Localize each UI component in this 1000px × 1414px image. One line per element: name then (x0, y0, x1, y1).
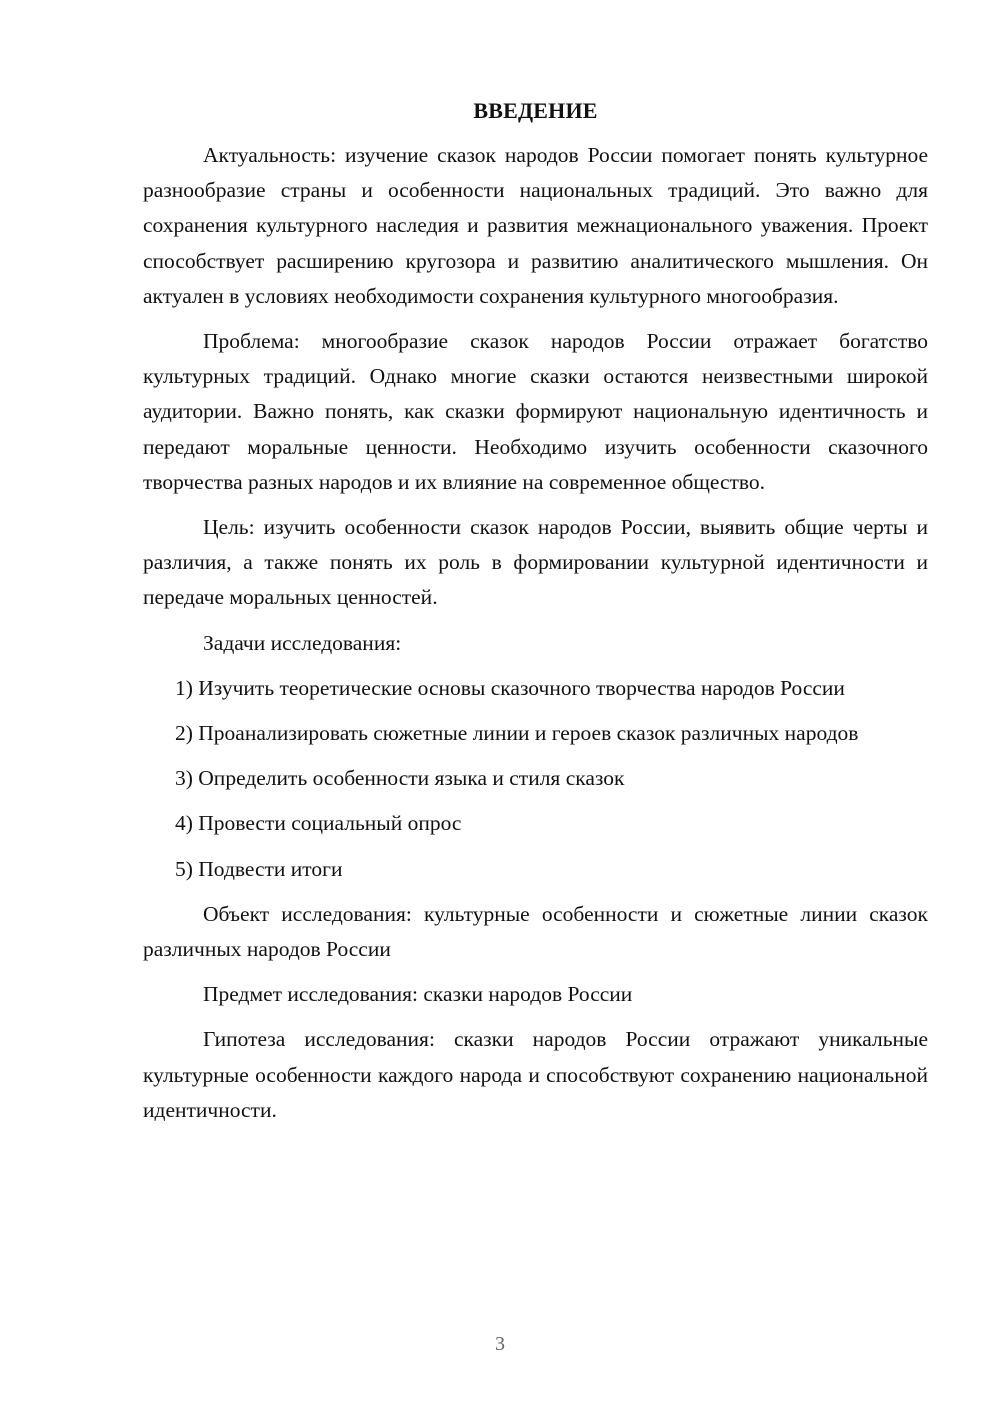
task-item-1: 1) Изучить теоретические основы сказочного творчества народов России (175, 675, 845, 700)
paragraph-relevance: Актуальность: изучение сказок народов России помогает понять культурное разнообразие страны и особенности национальных традиций. Это важно для сохранения культурного наследия и развития межнационального уважения. Проект способствует расширению кругозора и развитию аналитического мышления. Он актуален в условиях необходимости сохранения культурного многообразия. (143, 143, 928, 308)
page-number: 3 (495, 1333, 505, 1355)
task-item-4: 4) Провести социальный опрос (175, 811, 462, 836)
task-item-5: 5) Подвести итоги (175, 856, 343, 881)
paragraph-problem: Проблема: многообразие сказок народов России отражает богатство культурных традиций. Однако многие сказки остаются неизвестными широкой аудитории. Важно понять, как сказки формируют национальную идентичность и передают моральные ценности. Необходимо изучить особенности сказочного творчества разных народов и их влияние на современное общество. (143, 329, 928, 494)
document-body (143, 93, 928, 1138)
task-item-2: 2) Проанализировать сюжетные линии и героев сказок различных народов (175, 721, 859, 746)
paragraph-hypothesis: Гипотеза исследования: сказки народов России отражают уникальные культурные особенности каждого народа и способствуют сохранению национальной идентичности. (143, 1027, 928, 1122)
task-item-3: 3) Определить особенности языка и стиля сказок (175, 766, 625, 791)
paragraph-goal: Цель: изучить особенности сказок народов России, выявить общие черты и различия, а также понять их роль в формировании культурной идентичности и передаче моральных ценностей. (143, 515, 928, 610)
paragraph-object: Объект исследования: культурные особенности и сюжетные линии сказок различных народов России (143, 901, 928, 962)
page-title: ВВЕДЕНИЕ (473, 98, 598, 123)
paragraph-subject: Предмет исследования: сказки народов России (203, 982, 633, 1007)
paragraph-tasks-heading: Задачи исследования: (203, 630, 402, 655)
